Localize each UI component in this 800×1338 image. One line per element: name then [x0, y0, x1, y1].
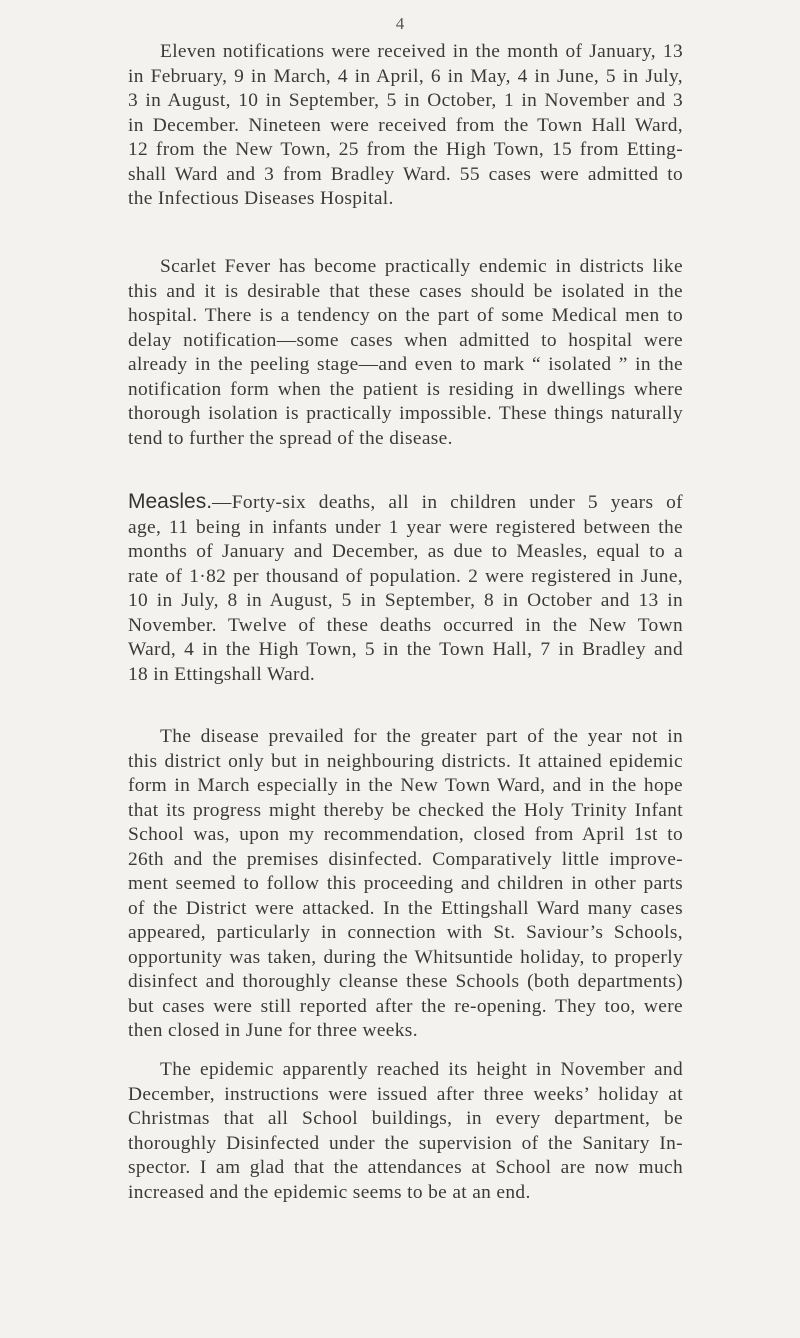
- paragraph-disease-prevalence: [128, 725, 683, 1044]
- text-line: spector. I am glad that the attendances at School are now much: [128, 1157, 683, 1178]
- text-line: shall Ward and 3 from Bradley Ward. 55 cases were admitted to: [128, 163, 683, 185]
- text-line: already in the peeling stage—and even to mark “ isolated ” in the: [128, 354, 683, 375]
- paragraph-measles: [128, 490, 683, 687]
- text-line: hospital. There is a tendency on the part of some Medical men to: [128, 305, 683, 326]
- text-line: disinfect and thoroughly cleanse these Schools (both departments): [128, 971, 683, 992]
- text-line: 10 in July, 8 in August, 5 in September, 8 in October and 13 in: [128, 590, 683, 611]
- text-line: the Infectious Diseases Hospital.: [128, 188, 394, 209]
- text-line: notification form when the patient is residing in dwellings where: [128, 378, 683, 400]
- text-line: age, 11 being in infants under 1 year were registered between the: [128, 516, 683, 538]
- text-line: increased and the epidemic seems to be at an end.: [128, 1181, 531, 1203]
- heading-continuation: —Forty-six deaths, all in children under 5 years of: [212, 492, 683, 513]
- text-line: School was, upon my recommendation, closed from April 1st to: [128, 824, 683, 845]
- text-line: in December. Nineteen were received from the Town Hall Ward,: [128, 114, 683, 136]
- text-line: appeared, particularly in connection with St. Saviour’s Schools,: [128, 922, 683, 943]
- paragraph-notifications: [128, 40, 683, 212]
- page-number: 4: [395, 14, 405, 33]
- text-line: of the District were attacked. In the Ettingshall Ward many cases: [128, 897, 683, 919]
- text-line: but cases were still reported after the re-opening. They too, were: [128, 995, 683, 1017]
- text-line: then closed in June for three weeks.: [128, 1020, 418, 1041]
- text-line: Ward, 4 in the High Town, 5 in the Town Hall, 7 in Bradley and: [128, 639, 683, 660]
- text-line: in February, 9 in March, 4 in April, 6 in May, 4 in June, 5 in July,: [128, 65, 683, 87]
- text-line: 26th and the premises disinfected. Comparatively little improve-: [128, 848, 683, 870]
- text-line: Scarlet Fever has become practically endemic in districts like: [160, 256, 683, 277]
- paragraph-epidemic-end: [128, 1058, 683, 1205]
- text-line: opportunity was taken, during the Whitsuntide holiday, to properly: [128, 946, 683, 968]
- text-line: Eleven notifications were received in the month of January, 13: [160, 41, 683, 62]
- section-heading: Measles.: [128, 490, 213, 513]
- text-line: that its progress might thereby be checked the Holy Trinity Infant: [128, 799, 683, 821]
- text-line: December, instructions were issued after three weeks’ holiday at: [128, 1083, 683, 1105]
- text-line: rate of 1·82 per thousand of population. 2 were registered in June,: [128, 565, 683, 587]
- text-line: Christmas that all School buildings, in every department, be: [128, 1108, 683, 1129]
- text-line: ment seemed to follow this proceeding and children in other parts: [128, 873, 683, 894]
- text-line: [128, 490, 683, 516]
- text-line: delay notification—some cases when admitted to hospital were: [128, 329, 683, 351]
- text-line: months of January and December, as due to Measles, equal to a: [128, 541, 683, 562]
- text-line: thoroughly Disinfected under the supervision of the Sanitary In-: [128, 1132, 683, 1154]
- text-line: tend to further the spread of the disease.: [128, 427, 453, 449]
- paragraph-scarlet-fever: [128, 255, 683, 451]
- text-line: 12 from the New Town, 25 from the High Town, 15 from Etting-: [128, 139, 683, 160]
- text-line: 18 in Ettingshall Ward.: [128, 663, 316, 685]
- text-line: The disease prevailed for the greater part of the year not in: [160, 726, 683, 747]
- text-line: this district only but in neighbouring districts. It attained epidemic: [128, 750, 683, 772]
- text-line: form in March especially in the New Town Ward, and in the hope: [128, 775, 683, 796]
- text-line: November. Twelve of these deaths occurred in the New Town: [128, 614, 683, 636]
- text-line: 3 in August, 10 in September, 5 in October, 1 in November and 3: [128, 90, 683, 111]
- text-line: thorough isolation is practically impossible. These things naturally: [128, 403, 683, 424]
- text-line: this and it is desirable that these cases should be isolated in the: [128, 280, 683, 302]
- text-line: The epidemic apparently reached its height in November and: [160, 1059, 683, 1080]
